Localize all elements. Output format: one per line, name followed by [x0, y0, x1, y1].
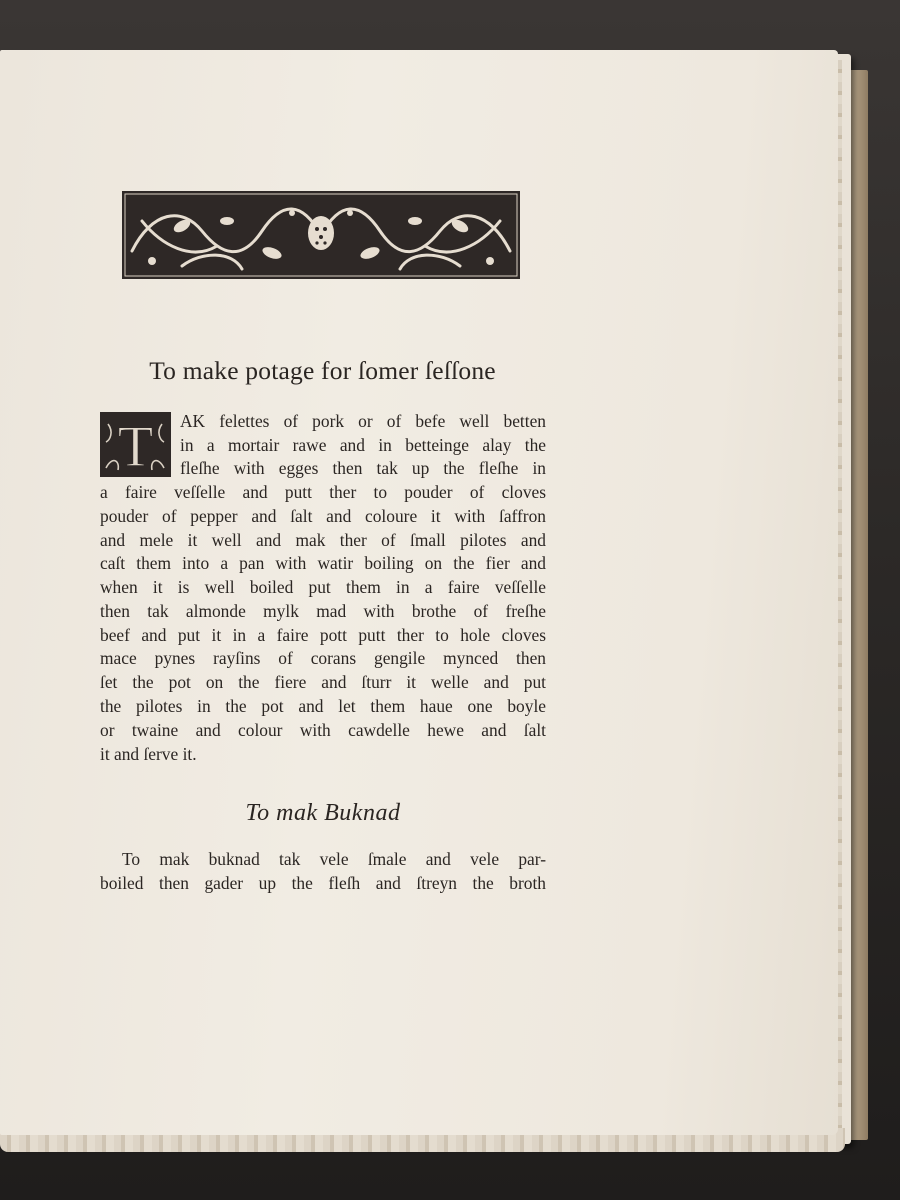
body-line: then tak almonde mylk mad with brothe of freſhe	[100, 601, 546, 621]
body-line: fleſhe with egges then tak up the fleſhe in	[180, 458, 546, 478]
body-line: or twaine and colour with cawdelle hewe and ſalt	[100, 720, 546, 740]
body-line: beef and put it in a faire pott putt ther to hole cloves	[100, 625, 546, 645]
body-line: the pilotes in the pot and let them haue one boyle	[100, 696, 546, 716]
body-line: pouder of pepper and ſalt and coloure it with ſaffron	[100, 506, 546, 526]
body-line: it and ſerve it.	[100, 744, 197, 764]
recipe-title-buknad: To mak Buknad	[245, 800, 401, 826]
body-line: caſt them into a pan with watir boiling on the fier and	[100, 553, 546, 573]
drop-cap-initial	[100, 412, 171, 477]
body-line: To mak buknad tak vele ſmale and vele par-	[122, 849, 546, 869]
drop-cap-letter: T	[117, 414, 154, 477]
body-line: mace pynes rayſins of corans gengile mynced then	[100, 648, 546, 668]
recipe-title: To make potage for ſomer ſeſſone	[149, 356, 496, 385]
body-line: ſet the pot on the fiere and ſturr it welle and put	[100, 672, 546, 692]
body-line: in a mortair rawe and in betteinge alay the	[180, 435, 546, 455]
body-line: boiled then gader up the fleſh and ſtreyn the broth	[100, 873, 546, 893]
ornament-headpiece	[122, 191, 520, 279]
body-line: and mele it well and mak ther of ſmall pilotes and	[100, 530, 546, 550]
body-line: AK felettes of pork or of befe well betten	[180, 411, 546, 431]
body-line: when it is well boiled put them in a faire veſſelle	[100, 577, 546, 597]
body-line: a faire veſſelle and putt ther to pouder of cloves	[100, 482, 546, 502]
